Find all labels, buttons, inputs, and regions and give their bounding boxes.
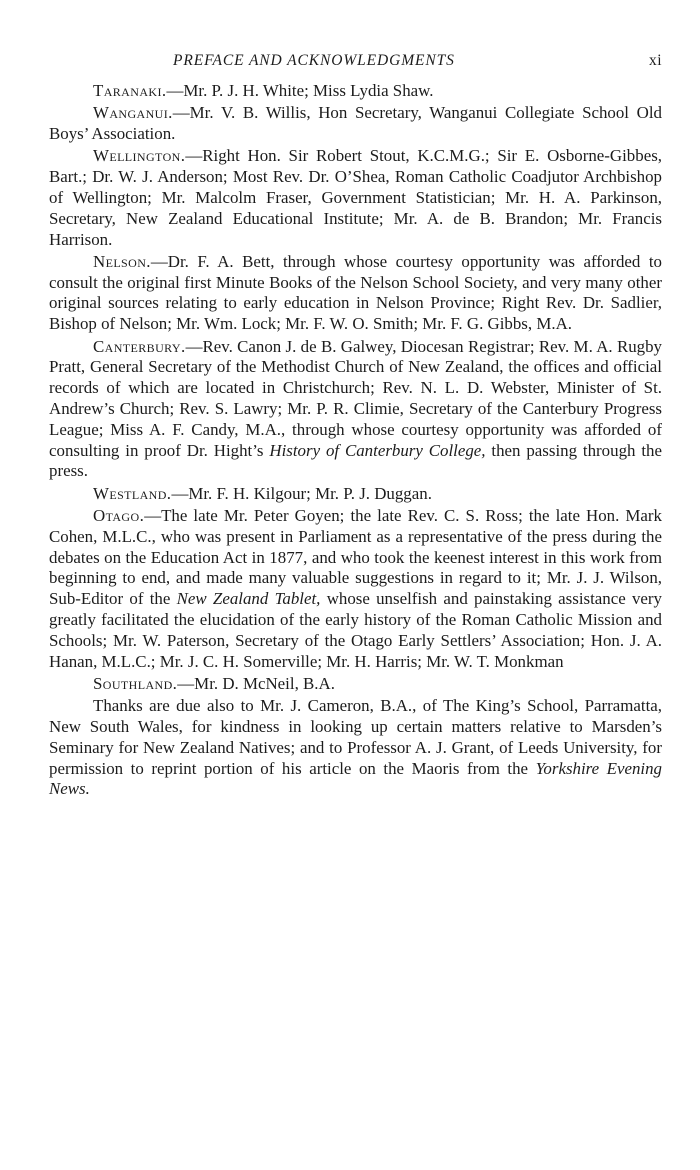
running-head bbox=[49, 50, 662, 76]
region-name: Southland. bbox=[93, 673, 178, 693]
entry-nelson bbox=[49, 252, 662, 335]
publication-title: New Zealand Tablet, bbox=[176, 589, 321, 609]
page-number: xi bbox=[648, 52, 662, 69]
acknowledgments-text bbox=[49, 81, 662, 800]
entry-text: —The late Mr. Peter Goyen; the late Rev. C. S. Ross; the late Hon. Mark Cohen, M.L.C., who was present in Parliament as a representative of the press during the debates on the Education Act in 1877, and who took the keenest interest in this work from beginning to end, and made many valuable suggestions in regard to it; Mr. J. J. Wilson, Sub-Editor of the bbox=[49, 505, 662, 609]
entry-wellington bbox=[49, 146, 662, 250]
entry-wanganui bbox=[49, 103, 662, 145]
entry-text-continued: whose unselfish and painstaking assistance very greatly facilitated the elucidation of the early history of the Roman Catholic Mission and Schools; Mr. W. Paterson, Secretary of the Otago Early Settlers’ Association; Hon. J. A. Hanan, M.L.C.; Mr. J. C. H. Somerville; Mr. H. Harris; Mr. W. T. Monkman bbox=[49, 589, 662, 671]
entry-text: —Rev. Canon J. de B. Galwey, Diocesan Registrar; Rev. M. A. Rugby Pratt, General Secretary of the Methodist Church of New Zealand, the offices and official records of which are located in Christchurch; Rev. N. L. D. Webster, Minister of St. Andrew’s Church; Rev. S. Lawry; Mr. P. R. Climie, Secretary of the Canterbury Progress League; Miss A. F. Candy, M.A., through whose courtesy opportunity was afforded of consulting in proof Dr. Hight’s bbox=[49, 336, 662, 460]
region-name: Wellington. bbox=[93, 146, 186, 166]
entry-southland bbox=[49, 674, 662, 695]
region-name: Taranaki. bbox=[93, 81, 167, 100]
entry-further-thanks bbox=[49, 696, 662, 800]
region-name: Nelson. bbox=[93, 251, 151, 271]
entry-westland bbox=[49, 484, 662, 505]
region-name: Canterbury. bbox=[93, 336, 186, 356]
region-name: Westland. bbox=[93, 483, 172, 503]
newspaper-title: Yorkshire Evening News. bbox=[49, 758, 663, 799]
entry-text: Thanks are due also to Mr. J. Cameron, B.A., of The King’s School, Parramatta, New South Wales, for kindness in looking up certain matters relative to Marsden’s Seminary for New Zealand Natives; and to Professor A. J. Grant, of Leeds University, for permission to reprint portion of his article on the Maoris from the bbox=[49, 696, 662, 778]
entry-text-continued: then passing through the press. bbox=[49, 440, 662, 481]
entry-taranaki bbox=[49, 81, 662, 102]
entry-text: —Mr. V. B. Willis, Hon Secretary, Wanganui Collegiate School Old Boys’ Association. bbox=[49, 103, 662, 144]
entry-canterbury bbox=[49, 337, 662, 483]
book-title: History of Canterbury College, bbox=[269, 440, 486, 460]
region-name: Wanganui. bbox=[93, 103, 173, 123]
entry-text: —Mr. P. J. H. White; Miss Lydia Shaw. bbox=[166, 81, 434, 100]
entry-text: —Mr. D. McNeil, B.A. bbox=[177, 673, 335, 693]
entry-text: —Right Hon. Sir Robert Stout, K.C.M.G.; Sir E. Osborne-Gibbes, Bart.; Dr. W. J. Anderson; Most Rev. Dr. O’Shea, Roman Catholic Coadjutor Archbishop of Wellington; Mr. Malcolm Fraser, Government Statistician; Mr. H. A. Parkinson, Secretary, New Zealand Educational Institute; Mr. A. de B. Brandon; Mr. Francis Harrison. bbox=[49, 146, 662, 249]
book-page bbox=[49, 50, 662, 800]
entry-text: —Dr. F. A. Bett, through whose courtesy opportunity was afforded to consult the original first Minute Books of the Nelson School Society, and very many other original sources relating to early education in Nelson Province; Right Rev. Dr. Sadlier, Bishop of Nelson; Mr. Wm. Lock; Mr. F. W. O. Smith; Mr. F. G. Gibbs, M.A. bbox=[49, 251, 662, 334]
region-name: Otago. bbox=[93, 505, 145, 525]
running-head-title: PREFACE AND ACKNOWLEDGMENTS bbox=[173, 52, 455, 69]
entry-text: —Mr. F. H. Kilgour; Mr. P. J. Duggan. bbox=[171, 483, 432, 503]
entry-otago bbox=[49, 506, 662, 672]
